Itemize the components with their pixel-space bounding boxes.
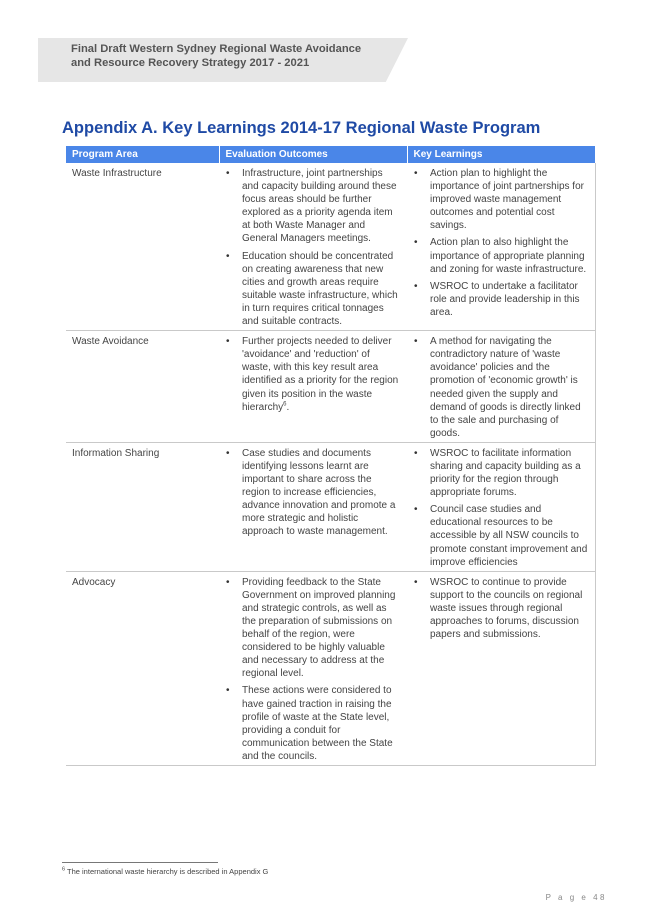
list-item: • Case studies and documents identifying lessons learnt are important to share across the region to increase efficiencies, advance innovation and promote a more strategic and holistic approach to waste management. [225,447,401,539]
key-learnings-cell [407,331,595,443]
table-row [66,331,595,443]
key-learnings-cell [407,571,595,765]
program-area-cell: Information Sharing [66,442,219,571]
page-label: P a g e [545,893,589,902]
program-area-cell: Advocacy [66,571,219,765]
footnote-number: 6 [62,866,66,873]
table-row [66,571,595,765]
footnote-divider [62,862,218,863]
key-learnings-cell [407,442,595,571]
list-item: • WSROC to continue to provide support to the councils on regional waste issues through regional approaches to forums, discussion papers and submissions. [413,576,589,641]
key-learnings-cell [407,163,595,331]
page-number [546,893,607,902]
page-number-value: 48 [593,893,607,902]
evaluation-outcomes-cell [219,571,407,765]
table-row [66,442,595,571]
outcome-text: Further projects needed to deliver 'avoidance' and 'reduction' of waste, with this key result area identified as a priority for the region given its position in the waste hierarchy [242,336,399,413]
evaluation-outcomes-cell [219,163,407,331]
column-header-program-area: Program Area [66,146,219,163]
table-row [66,163,595,331]
footnote-reference: 6 [283,401,287,408]
list-item: • Action plan to also highlight the importance of appropriate planning and zoning for waste infrastructure. [413,236,589,275]
list-item: • A method for navigating the contradictory nature of 'waste avoidance' policies and the promotion of 'economic growth' is needed given the supply and demand of goods is directly linked to the sale and purchasing of goods. [413,335,589,440]
header-line-1: Final Draft Western Sydney Regional Waste Avoidance [71,43,362,55]
key-learnings-table [66,146,596,766]
list-item: • WSROC to undertake a facilitator role and provide leadership in this area. [413,280,589,319]
program-area-cell: Waste Avoidance [66,331,219,443]
footnote-text: The international waste hierarchy is described in Appendix G [65,867,269,876]
page-title: Appendix A. Key Learnings 2014-17 Regional Waste Program [62,119,541,137]
list-item: • WSROC to facilitate information sharing and capacity building as a priority for the region through appropriate forums. [413,447,589,499]
list-item: • These actions were considered to have gained traction in raising the profile of waste at the State level, providing a conduit for communication between the State and the councils. [225,684,401,763]
list-item: • Council case studies and educational resources to be accessible by all NSW councils to promote constant improvement and improve efficiencies [413,503,589,568]
evaluation-outcomes-cell [219,331,407,443]
column-header-evaluation-outcomes: Evaluation Outcomes [219,146,407,163]
list-item: • Education should be concentrated on creating awareness that new cities and growth areas require suitable waste infrastructure, which in turn requires critical tonnages and suitable contracts. [225,250,401,329]
document-header [71,42,411,70]
list-item: • Infrastructure, joint partnerships and capacity building around these focus areas should be further explored as a priority agenda item at both Waste Manager and General Managers meetings. [225,167,401,246]
list-item: • Providing feedback to the State Government on improved planning and strategic controls, as well as the preparation of submissions on behalf of the region, were considered to be highly valuable and necessary to address at the regional level. [225,576,401,681]
evaluation-outcomes-cell [219,442,407,571]
column-header-key-learnings: Key Learnings [407,146,595,163]
footnote [62,867,268,876]
program-area-cell: Waste Infrastructure [66,163,219,331]
list-item [225,335,401,414]
header-line-2: and Resource Recovery Strategy 2017 - 2021 [71,57,310,69]
list-item: • Action plan to highlight the importance of joint partnerships for improved waste management outcomes and potential cost savings. [413,167,589,232]
table-header-row [66,146,595,163]
outcome-text-end: . [286,401,290,413]
